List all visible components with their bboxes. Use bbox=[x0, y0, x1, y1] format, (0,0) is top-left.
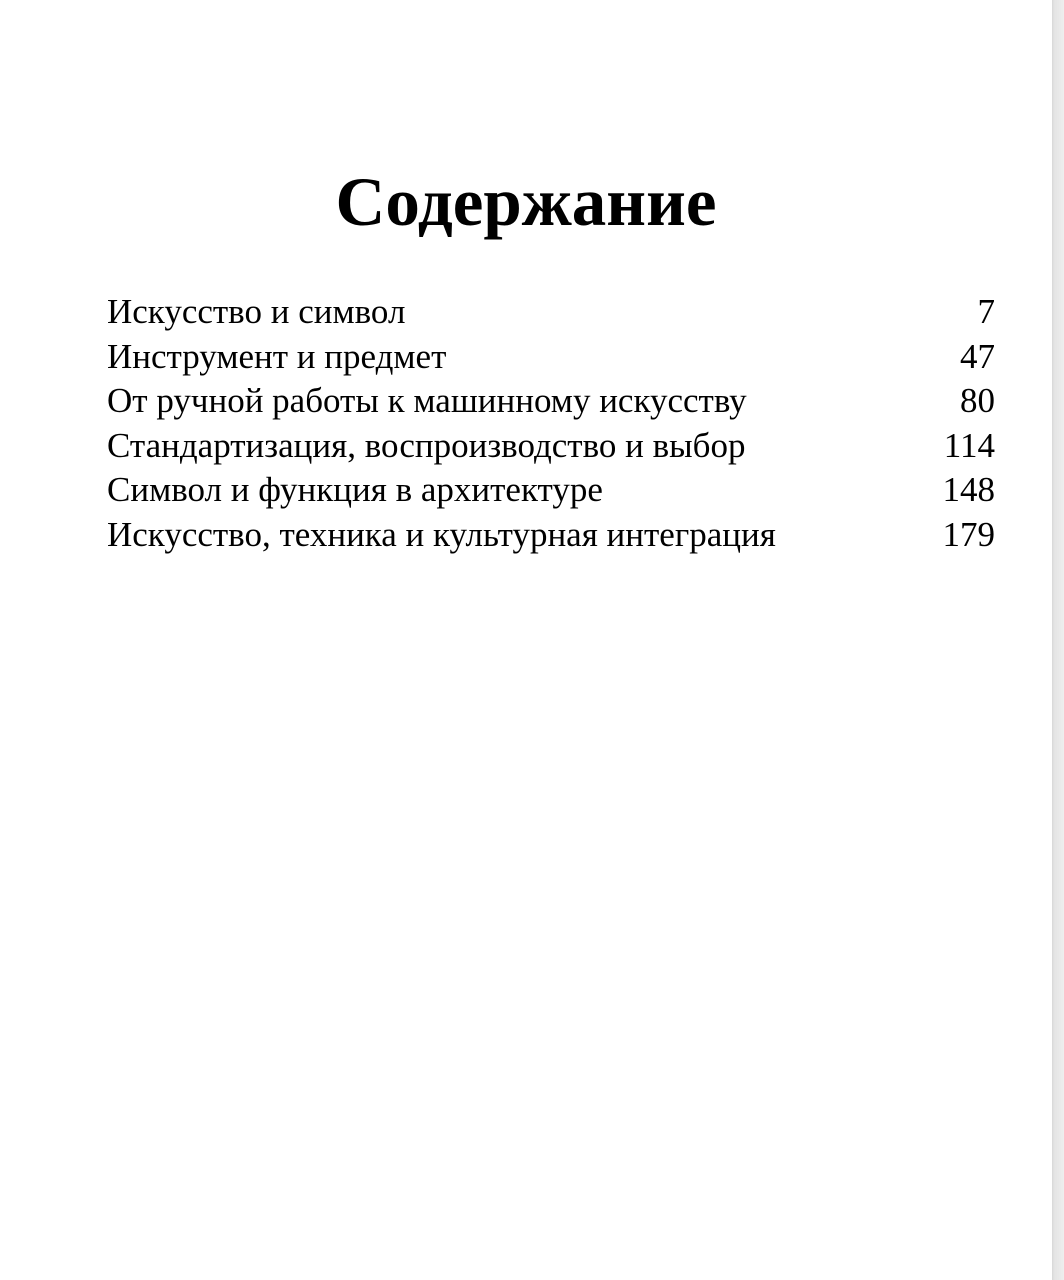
toc-entry-title: Искусство, техника и культурная интеграция bbox=[107, 514, 776, 554]
toc-entry bbox=[107, 513, 995, 558]
toc-entry bbox=[107, 335, 995, 380]
page-edge bbox=[1052, 0, 1064, 1280]
toc-entry-page-number: 114 bbox=[943, 425, 995, 465]
toc-entry-page-number: 148 bbox=[942, 470, 995, 509]
toc-entry bbox=[107, 468, 995, 513]
toc-entry-title: Искусство и символ bbox=[107, 292, 406, 331]
toc-entry-page-number: 179 bbox=[942, 514, 995, 554]
toc-heading: Содержание bbox=[335, 164, 717, 240]
toc-entry-page-number: 47 bbox=[960, 336, 995, 376]
toc-entry-page-number: 7 bbox=[977, 292, 995, 331]
toc-entry bbox=[107, 290, 995, 335]
table-of-contents bbox=[107, 290, 995, 557]
toc-entry-title: Символ и функция в архитектуре bbox=[107, 470, 603, 509]
toc-entry-title: Стандартизация, воспроизводство и выбор bbox=[107, 425, 746, 465]
toc-entry bbox=[107, 424, 995, 469]
toc-entry bbox=[107, 379, 995, 424]
toc-entry-title: От ручной работы к машинному искусству bbox=[107, 381, 747, 420]
toc-entry-title: Инструмент и предмет bbox=[107, 336, 447, 376]
toc-entry-page-number: 80 bbox=[960, 381, 995, 420]
